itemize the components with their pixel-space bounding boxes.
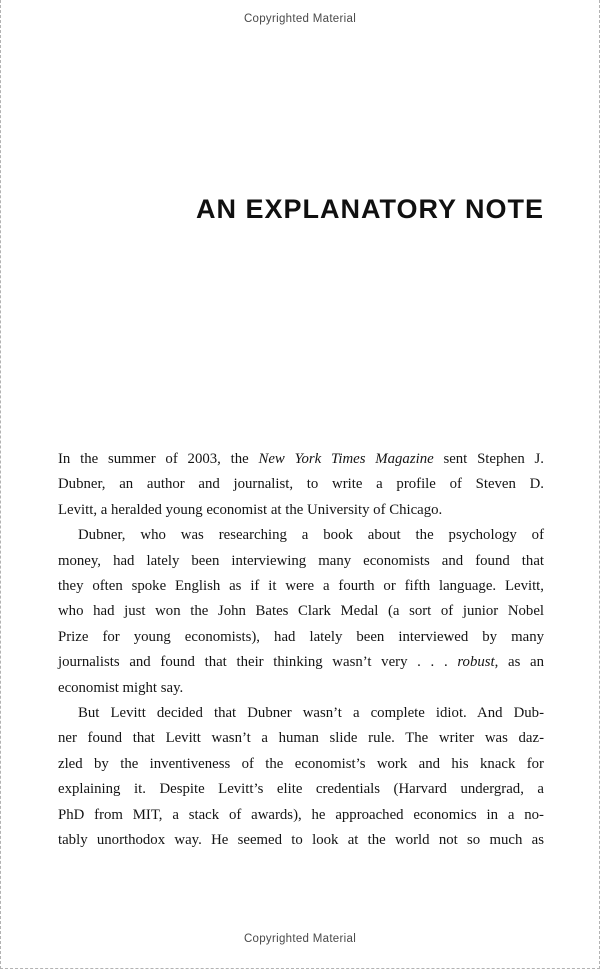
text-line xyxy=(58,447,544,472)
text-run: Dubner, who was researching a book about the psychology of xyxy=(78,527,544,544)
text-line xyxy=(58,625,544,650)
text-run: But Levitt decided that Dubner wasn’t a complete idiot. And Dub- xyxy=(78,705,544,722)
text-run: , as an xyxy=(494,654,544,671)
text-run: tably unorthodox way. He seemed to look at the world not so much as xyxy=(58,832,544,849)
text-run: zled by the inventiveness of the economist’s work and his knack for xyxy=(58,755,544,772)
text-run: Dubner, an author and journalist, to write a profile of Steven D. xyxy=(58,476,544,493)
text-line xyxy=(58,752,544,777)
text-run: Prize for young economists), had lately been interviewed by many xyxy=(58,628,544,645)
text-line xyxy=(58,472,544,497)
text-line xyxy=(58,777,544,802)
text-run: sent Stephen J. xyxy=(433,451,544,467)
italic-text-run: New York Times Magazine xyxy=(258,451,434,467)
text-line xyxy=(58,574,544,599)
text-run: ner found that Levitt wasn’t a human slide rule. The writer was daz- xyxy=(58,730,544,747)
text-run: journalists and found that their thinking wasn’t very . . . xyxy=(58,654,458,671)
text-line xyxy=(58,549,544,574)
text-line xyxy=(58,599,544,624)
copyright-notice-bottom: Copyrighted Material xyxy=(243,933,357,945)
text-run: In the summer of 2003, the xyxy=(58,451,259,467)
text-line xyxy=(58,498,544,523)
text-line xyxy=(58,650,544,675)
text-line xyxy=(58,828,544,853)
text-line xyxy=(58,701,544,726)
text-run: Levitt, a heralded young economist at the University of Chicago. xyxy=(58,501,443,518)
text-line xyxy=(58,803,544,828)
text-run: money, had lately been interviewing many economists and found that xyxy=(58,552,544,569)
body-text xyxy=(58,447,544,854)
copyright-notice-top: Copyrighted Material xyxy=(243,13,357,25)
text-run: explaining it. Despite Levitt’s elite credentials (Harvard undergrad, a xyxy=(58,781,544,798)
chapter-title: AN EXPLANATORY NOTE xyxy=(195,194,544,224)
text-run: economist might say. xyxy=(58,679,184,696)
text-line xyxy=(58,523,544,548)
text-run: who had just won the John Bates Clark Medal (a sort of junior Nobel xyxy=(58,603,544,620)
text-line xyxy=(58,676,544,701)
italic-text-run: robust xyxy=(457,654,495,671)
text-line xyxy=(58,726,544,751)
text-run: they often spoke English as if it were a fourth or fifth language. Levitt, xyxy=(58,578,544,595)
text-run: PhD from MIT, a stack of awards), he approached economics in a no- xyxy=(58,806,544,823)
